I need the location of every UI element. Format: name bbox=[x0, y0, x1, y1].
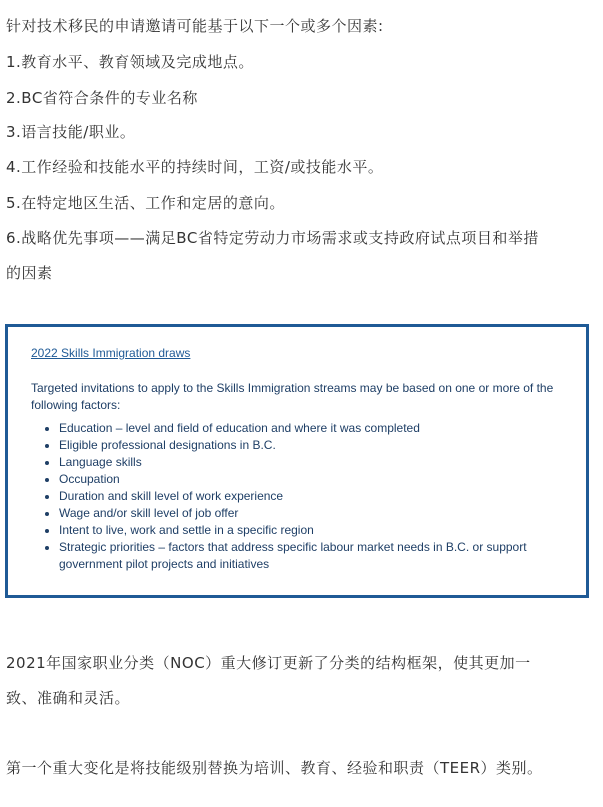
quote-intro: Targeted invitations to apply to the Skills Immigration streams may be based on one or more of the following factors: bbox=[31, 381, 554, 412]
factor-6: 6.战略优先事项——满足BC省特定劳动力市场需求或支持政府试点项目和举措 bbox=[6, 229, 539, 247]
list-item: • Wage and/or skill level of job offer bbox=[59, 505, 571, 522]
factor-2: 2.BC省符合条件的专业名称 bbox=[6, 89, 198, 107]
factor-4: 4.工作经验和技能水平的持续时间，工资/或技能水平。 bbox=[6, 158, 384, 176]
factor-1: 1.教育水平、教育领域及完成地点。 bbox=[6, 53, 254, 71]
teer-paragraph: 第一个重大变化是将技能级别替换为培训、教育、经验和职责（TEER）类别。 bbox=[6, 759, 543, 777]
noc-paragraph-line-2: 致、准确和灵活。 bbox=[6, 689, 131, 707]
list-item: • Occupation bbox=[59, 471, 571, 488]
quote-box bbox=[5, 324, 589, 598]
skills-immigration-draws-link[interactable]: 2022 Skills Immigration draws bbox=[31, 346, 191, 360]
list-item: • Language skills bbox=[59, 454, 571, 471]
quote-factor-list bbox=[31, 420, 571, 573]
list-item: • Strategic priorities – factors that address specific labour market needs in B.C. or support government pilot projects and initiatives bbox=[59, 539, 571, 573]
noc-paragraph-line-1: 2021年国家职业分类（NOC）重大修订更新了分类的结构框架，使其更加一 bbox=[6, 654, 531, 672]
list-item: • Intent to live, work and settle in a specific region bbox=[59, 522, 571, 539]
factor-6-cont: 的因素 bbox=[6, 264, 53, 282]
factor-3: 3.语言技能/职业。 bbox=[6, 123, 136, 141]
list-item: • Eligible professional designations in B.C. bbox=[59, 437, 571, 454]
intro-line: 针对技术移民的申请邀请可能基于以下一个或多个因素: bbox=[6, 17, 384, 35]
list-item: • Duration and skill level of work experience bbox=[59, 488, 571, 505]
list-item: • Education – level and field of education and where it was completed bbox=[59, 420, 571, 437]
factor-5: 5.在特定地区生活、工作和定居的意向。 bbox=[6, 194, 285, 212]
